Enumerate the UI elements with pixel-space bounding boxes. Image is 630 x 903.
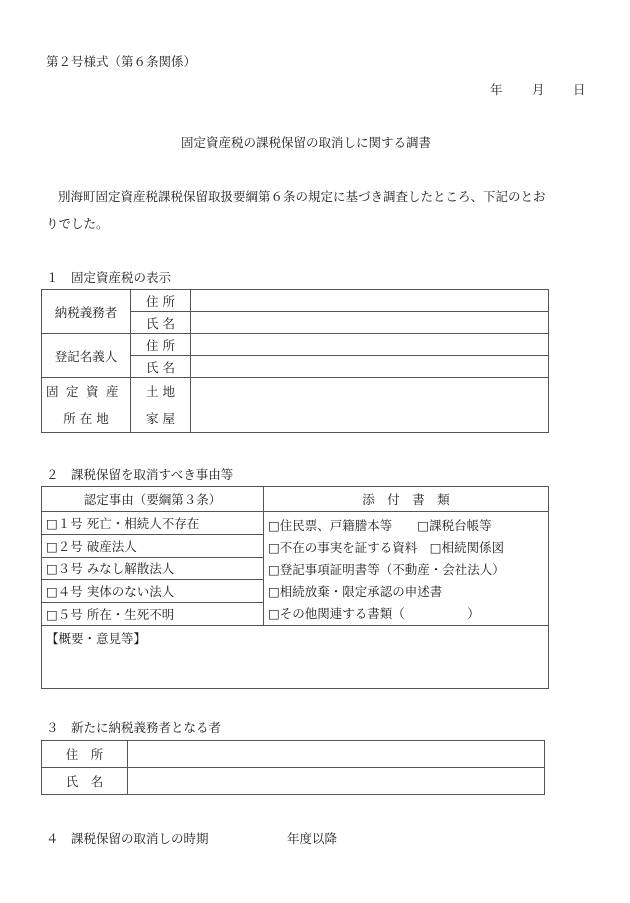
reason-item[interactable]: □３号 みなし解散法人 xyxy=(42,557,264,580)
cancellation-year-suffix: 年度以降 xyxy=(287,831,338,846)
section4-heading: ４ 課税保留の取消しの時期 xyxy=(46,831,209,846)
registered-owner-label: 登記名義人 xyxy=(42,334,131,378)
property-location-label xyxy=(42,378,131,433)
date-year-label: 年 xyxy=(490,82,503,97)
taxpayer-label: 納税義務者 xyxy=(42,290,131,334)
document-item[interactable]: □不在の事実を証する資料 □相続関係図 xyxy=(268,540,505,555)
documents-header: 添 付 書 類 xyxy=(264,487,549,512)
intro-line-2: りでした。 xyxy=(46,216,109,231)
property-type-labels xyxy=(131,378,191,433)
summary-field[interactable] xyxy=(42,626,549,689)
taxpayer-address-label: 住 所 xyxy=(131,290,191,312)
taxpayer-name-label: 氏 名 xyxy=(131,312,191,334)
new-taxpayer-address-field[interactable] xyxy=(128,741,545,768)
reason-item[interactable]: □２号 破産法人 xyxy=(42,534,264,557)
section1-heading: １ 固定資産税の表示 xyxy=(46,270,172,285)
document-item[interactable]: □登記事項証明書等（不動産・会社法人） xyxy=(268,562,505,577)
property-label-line1: 固定資産 xyxy=(46,384,127,399)
registered-name-label: 氏 名 xyxy=(131,356,191,378)
reasons-header: 認定事由（要綱第３条） xyxy=(42,487,264,512)
new-taxpayer-address-label: 住 所 xyxy=(42,741,128,768)
document-item[interactable]: □住民票、戸籍謄本等 □課税台帳等 xyxy=(268,518,492,533)
new-taxpayer-name-label: 氏 名 xyxy=(42,768,128,795)
date-day-label: 日 xyxy=(573,82,586,97)
land-label: 土 地 xyxy=(146,384,175,399)
document-title: 固定資産税の課税保留の取消しに関する調書 xyxy=(181,135,432,150)
new-taxpayer-table xyxy=(41,740,545,795)
taxpayer-address-field[interactable] xyxy=(191,290,549,312)
document-item[interactable]: □相続放棄・限定承認の申述書 xyxy=(268,584,443,599)
section3-heading: ３ 新たに納税義務者となる者 xyxy=(46,720,222,735)
house-label: 家 屋 xyxy=(146,411,175,426)
summary-label: 【概要・意見等】 xyxy=(46,631,147,646)
documents-list xyxy=(264,512,549,626)
property-label-line2: 所 在 地 xyxy=(63,411,109,426)
registered-address-field[interactable] xyxy=(191,334,549,356)
reasons-table xyxy=(41,486,549,689)
document-item[interactable]: □その他関連する書類（ ） xyxy=(268,606,480,621)
taxpayer-name-field[interactable] xyxy=(191,312,549,334)
property-location-field[interactable] xyxy=(191,378,549,433)
intro-line-1: 別海町固定資産税課税保留取扱要綱第６条の規定に基づき調査したところ、下記のとお xyxy=(58,189,546,204)
reason-item[interactable]: □５号 所在・生死不明 xyxy=(42,603,264,626)
registered-address-label: 住 所 xyxy=(131,334,191,356)
section2-heading: ２ 課税保留を取消すべき事由等 xyxy=(46,467,234,482)
property-table xyxy=(41,289,549,433)
reason-item[interactable]: □４号 実体のない法人 xyxy=(42,580,264,603)
form-number: 第２号様式（第６条関係） xyxy=(46,54,197,69)
date-month-label: 月 xyxy=(532,82,545,97)
registered-name-field[interactable] xyxy=(191,356,549,378)
reason-item[interactable]: □１号 死亡・相続人不存在 xyxy=(42,512,264,535)
new-taxpayer-name-field[interactable] xyxy=(128,768,545,795)
